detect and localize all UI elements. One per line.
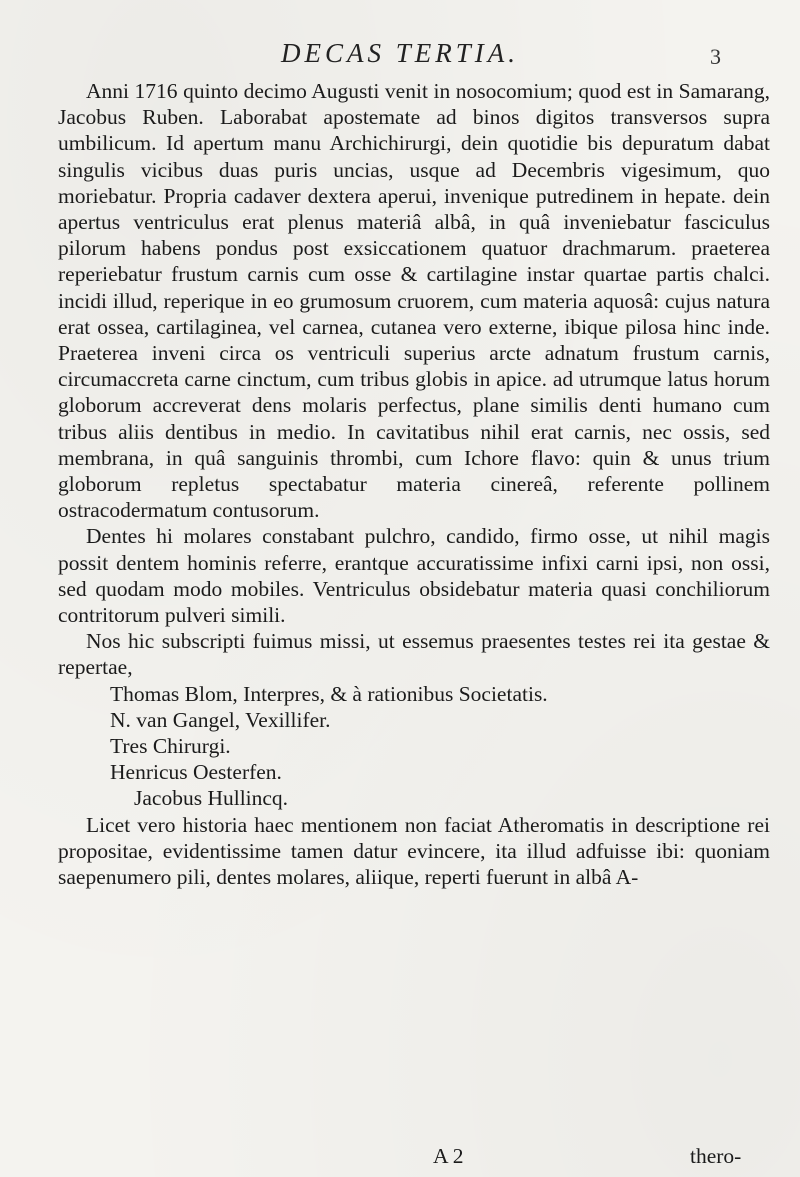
running-title: DECAS TERTIA. xyxy=(281,38,519,68)
body-text xyxy=(58,78,770,890)
witness-entry: Tres Chirurgi. xyxy=(110,734,231,759)
page-footer xyxy=(0,1144,800,1170)
paragraph-witness-intro: Nos hic subscripti fuimus missi, ut essemus praesentes testes rei ita gestae & repertae, xyxy=(58,629,770,680)
page-number: 3 xyxy=(710,44,721,69)
witness-entry: N. van Gangel, Vexillifer. xyxy=(110,707,331,732)
witness-entry: Jacobus Hullincq. xyxy=(134,786,289,811)
paragraph-teeth-description: Dentes hi molares constabant pulchro, candido, firmo osse, ut nihil magis possit dentem hominis referre, erantque accuratissime infixi carni ipsi, non ossi, sed quodam modo mobiles. Ventriculus obsidebatur materia quasi conchiliorum contritorum pulveri simili. xyxy=(58,524,770,628)
witness-entry: Henricus Oesterfen. xyxy=(110,760,282,785)
paragraph-atheroma-note: Licet vero historia haec mentionem non faciat Atheromatis in descriptione rei propositae, evidentissime tamen datur evincere, ita illud adfuisse ibi: quoniam saepenumero pili, dentes molares, aliique, reperti fuerunt in albâ A- xyxy=(58,812,770,890)
catchword: thero- xyxy=(690,1144,742,1168)
signature-mark: A 2 xyxy=(433,1144,464,1168)
witness-entry: Thomas Blom, Interpres, & à rationibus Societatis. xyxy=(110,681,548,706)
witness-list xyxy=(98,681,770,812)
paragraph-case-report: Anni 1716 quinto decimo Augusti venit in nosocomium; quod est in Samarang, Jacobus Ruben. Laborabat apostemate ad binos digitos transversos supra umbilicum. Id apertum manu Archichirurgi, dein quotidie bis depuratum dabat singulis vicibus duas puris uncias, usque ad Decembris vigesimum, quo moriebatur. Propria cadaver dextera aperui, invenique putredinem in hepate. dein apertus ventriculus erat plenus materiâ albâ, in quâ inveniebatur fasciculus pilorum habens pondus post exsiccationem quatuor drachmarum. praeterea reperiebatur frustum carnis cum osse & cartilagine instar quartae partis chalci. incidi illud, reperique in eo grumosum cruorem, cum materia aquosâ: cujus natura erat ossea, cartilaginea, vel carnea, cutanea vero externe, ibique pilosa hinc inde. Praeterea inveni circa os ventriculi superius arcte adnatum frustum carnis, circumaccreta carne cinctum, cum tribus globis in apice. ad utrumque latus horum globorum accreverat dens molaris perfectus, plane similis denti humano cum tribus aliis dentibus in medio. In cavitatibus nihil erat carnis, nec ossis, sed membrana, in quâ sanguinis thrombi, cum Ichore flavo: quin & unus trium globorum repletus spectabatur materia cinereâ, referente pollinem ostracodermatum contusorum. xyxy=(58,79,770,523)
